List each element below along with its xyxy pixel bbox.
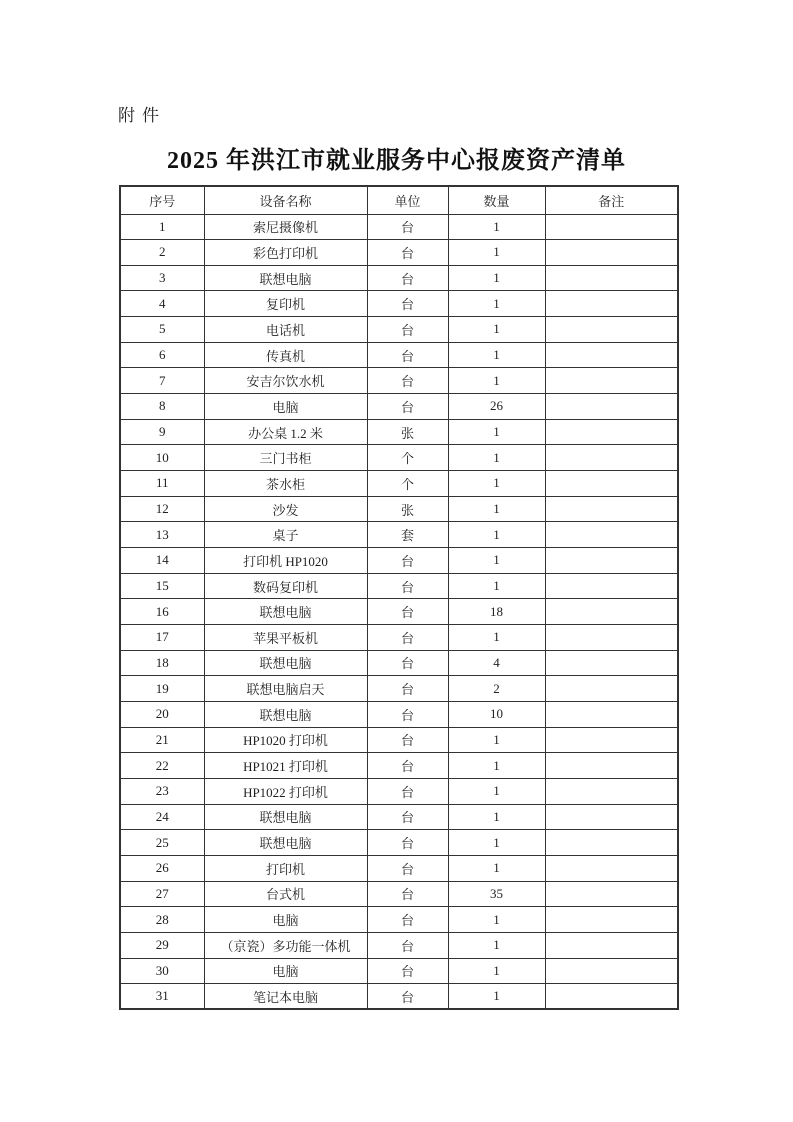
cell-name: 苹果平板机 [204, 625, 367, 651]
cell-unit: 台 [367, 881, 448, 907]
cell-no: 19 [120, 676, 204, 702]
cell-no: 26 [120, 855, 204, 881]
table-row [120, 855, 678, 881]
cell-unit: 台 [367, 265, 448, 291]
header-cell-qty: 数量 [448, 186, 545, 214]
cell-note [545, 701, 678, 727]
cell-qty: 4 [448, 650, 545, 676]
cell-qty: 1 [448, 958, 545, 984]
cell-note [545, 855, 678, 881]
cell-note [545, 676, 678, 702]
cell-qty: 18 [448, 599, 545, 625]
cell-qty: 1 [448, 291, 545, 317]
cell-no: 21 [120, 727, 204, 753]
cell-qty: 1 [448, 496, 545, 522]
cell-name: 安吉尔饮水机 [204, 368, 367, 394]
header-cell-note: 备注 [545, 186, 678, 214]
cell-note [545, 342, 678, 368]
cell-note [545, 368, 678, 394]
table-row [120, 881, 678, 907]
cell-note [545, 830, 678, 856]
header-cell-name: 设备名称 [204, 186, 367, 214]
cell-name: 联想电脑 [204, 830, 367, 856]
cell-qty: 1 [448, 214, 545, 240]
table-row [120, 265, 678, 291]
cell-unit: 台 [367, 599, 448, 625]
cell-qty: 10 [448, 701, 545, 727]
cell-no: 11 [120, 471, 204, 497]
cell-no: 31 [120, 984, 204, 1010]
cell-no: 28 [120, 907, 204, 933]
cell-note [545, 291, 678, 317]
cell-unit: 台 [367, 701, 448, 727]
cell-name: HP1022 打印机 [204, 778, 367, 804]
table-row [120, 496, 678, 522]
table-row [120, 984, 678, 1010]
cell-name: 联想电脑 [204, 650, 367, 676]
cell-no: 15 [120, 573, 204, 599]
table-row [120, 419, 678, 445]
table-row [120, 907, 678, 933]
cell-unit: 台 [367, 778, 448, 804]
cell-unit: 台 [367, 394, 448, 420]
cell-qty: 1 [448, 778, 545, 804]
cell-unit: 台 [367, 342, 448, 368]
cell-unit: 台 [367, 676, 448, 702]
cell-no: 1 [120, 214, 204, 240]
cell-unit: 台 [367, 984, 448, 1010]
cell-name: 复印机 [204, 291, 367, 317]
cell-name: 电脑 [204, 958, 367, 984]
cell-note [545, 625, 678, 651]
cell-note [545, 881, 678, 907]
cell-note [545, 445, 678, 471]
cell-name: 传真机 [204, 342, 367, 368]
table-row [120, 342, 678, 368]
cell-no: 7 [120, 368, 204, 394]
table-row [120, 368, 678, 394]
cell-name: 电脑 [204, 394, 367, 420]
cell-name: 联想电脑启天 [204, 676, 367, 702]
cell-unit: 台 [367, 804, 448, 830]
cell-note [545, 214, 678, 240]
table-row [120, 650, 678, 676]
cell-no: 3 [120, 265, 204, 291]
cell-unit: 台 [367, 727, 448, 753]
cell-no: 24 [120, 804, 204, 830]
cell-name: 打印机 [204, 855, 367, 881]
cell-note [545, 496, 678, 522]
cell-no: 9 [120, 419, 204, 445]
table-row [120, 804, 678, 830]
cell-qty: 1 [448, 932, 545, 958]
cell-no: 14 [120, 548, 204, 574]
cell-no: 18 [120, 650, 204, 676]
cell-no: 8 [120, 394, 204, 420]
cell-unit: 个 [367, 445, 448, 471]
cell-name: 联想电脑 [204, 599, 367, 625]
table-row [120, 522, 678, 548]
table-row [120, 317, 678, 343]
table-row [120, 599, 678, 625]
table-row [120, 830, 678, 856]
cell-qty: 1 [448, 471, 545, 497]
cell-note [545, 753, 678, 779]
cell-note [545, 548, 678, 574]
cell-unit: 台 [367, 625, 448, 651]
cell-name: 办公桌 1.2 米 [204, 419, 367, 445]
cell-name: 茶水柜 [204, 471, 367, 497]
cell-unit: 台 [367, 907, 448, 933]
cell-no: 25 [120, 830, 204, 856]
cell-unit: 张 [367, 419, 448, 445]
cell-name: 数码复印机 [204, 573, 367, 599]
cell-note [545, 522, 678, 548]
cell-unit: 张 [367, 496, 448, 522]
cell-name: 沙发 [204, 496, 367, 522]
table-row [120, 676, 678, 702]
cell-no: 22 [120, 753, 204, 779]
cell-no: 27 [120, 881, 204, 907]
cell-unit: 台 [367, 291, 448, 317]
cell-no: 13 [120, 522, 204, 548]
cell-note [545, 240, 678, 266]
cell-unit: 台 [367, 650, 448, 676]
table-row [120, 214, 678, 240]
document-title: 2025 年洪江市就业服务中心报废资产清单 [167, 148, 626, 174]
cell-unit: 套 [367, 522, 448, 548]
cell-qty: 26 [448, 394, 545, 420]
cell-no: 17 [120, 625, 204, 651]
table-row [120, 548, 678, 574]
cell-qty: 1 [448, 265, 545, 291]
cell-qty: 1 [448, 804, 545, 830]
cell-unit: 台 [367, 753, 448, 779]
table-row [120, 625, 678, 651]
table-row [120, 240, 678, 266]
cell-name: 电脑 [204, 907, 367, 933]
cell-note [545, 727, 678, 753]
cell-qty: 1 [448, 625, 545, 651]
cell-unit: 台 [367, 240, 448, 266]
cell-name: 三门书柜 [204, 445, 367, 471]
cell-qty: 1 [448, 855, 545, 881]
cell-qty: 1 [448, 830, 545, 856]
cell-unit: 台 [367, 573, 448, 599]
cell-note [545, 804, 678, 830]
cell-name: 联想电脑 [204, 701, 367, 727]
cell-qty: 1 [448, 419, 545, 445]
cell-qty: 1 [448, 342, 545, 368]
cell-no: 20 [120, 701, 204, 727]
cell-note [545, 317, 678, 343]
cell-no: 6 [120, 342, 204, 368]
cell-note [545, 471, 678, 497]
table-row [120, 394, 678, 420]
header-cell-unit: 单位 [367, 186, 448, 214]
cell-note [545, 958, 678, 984]
cell-no: 5 [120, 317, 204, 343]
cell-no: 10 [120, 445, 204, 471]
header-cell-no: 序号 [120, 186, 204, 214]
cell-name: 笔记本电脑 [204, 984, 367, 1010]
cell-name: 联想电脑 [204, 804, 367, 830]
cell-name: 桌子 [204, 522, 367, 548]
cell-name: 打印机 HP1020 [204, 548, 367, 574]
cell-note [545, 394, 678, 420]
cell-qty: 1 [448, 548, 545, 574]
cell-note [545, 650, 678, 676]
cell-name: （京瓷）多功能一体机 [204, 932, 367, 958]
cell-no: 12 [120, 496, 204, 522]
attachment-label: 附件 [118, 106, 166, 125]
table-header-row [120, 186, 678, 214]
cell-name: 台式机 [204, 881, 367, 907]
table-row [120, 753, 678, 779]
cell-unit: 台 [367, 830, 448, 856]
cell-unit: 台 [367, 958, 448, 984]
cell-qty: 1 [448, 445, 545, 471]
cell-name: 联想电脑 [204, 265, 367, 291]
table-row [120, 573, 678, 599]
table-row [120, 471, 678, 497]
cell-unit: 台 [367, 932, 448, 958]
cell-unit: 台 [367, 317, 448, 343]
table-row [120, 291, 678, 317]
cell-qty: 1 [448, 984, 545, 1010]
cell-unit: 台 [367, 548, 448, 574]
cell-name: HP1021 打印机 [204, 753, 367, 779]
cell-qty: 1 [448, 753, 545, 779]
cell-name: 索尼摄像机 [204, 214, 367, 240]
cell-name: 电话机 [204, 317, 367, 343]
cell-no: 29 [120, 932, 204, 958]
cell-no: 16 [120, 599, 204, 625]
cell-note [545, 599, 678, 625]
cell-qty: 1 [448, 727, 545, 753]
cell-qty: 1 [448, 522, 545, 548]
cell-qty: 1 [448, 240, 545, 266]
table-row [120, 932, 678, 958]
cell-unit: 台 [367, 214, 448, 240]
cell-no: 23 [120, 778, 204, 804]
table-row [120, 778, 678, 804]
cell-note [545, 419, 678, 445]
cell-unit: 台 [367, 855, 448, 881]
cell-qty: 2 [448, 676, 545, 702]
asset-table-body [120, 214, 678, 1009]
table-row [120, 701, 678, 727]
cell-note [545, 907, 678, 933]
table-row [120, 958, 678, 984]
cell-no: 4 [120, 291, 204, 317]
cell-note [545, 778, 678, 804]
cell-note [545, 984, 678, 1010]
cell-qty: 35 [448, 881, 545, 907]
cell-unit: 台 [367, 368, 448, 394]
table-row [120, 445, 678, 471]
cell-qty: 1 [448, 368, 545, 394]
cell-unit: 个 [367, 471, 448, 497]
cell-qty: 1 [448, 317, 545, 343]
cell-name: 彩色打印机 [204, 240, 367, 266]
cell-no: 30 [120, 958, 204, 984]
asset-table [119, 185, 679, 1010]
cell-qty: 1 [448, 907, 545, 933]
cell-note [545, 932, 678, 958]
table-row [120, 727, 678, 753]
cell-no: 2 [120, 240, 204, 266]
cell-note [545, 265, 678, 291]
cell-note [545, 573, 678, 599]
cell-name: HP1020 打印机 [204, 727, 367, 753]
cell-qty: 1 [448, 573, 545, 599]
